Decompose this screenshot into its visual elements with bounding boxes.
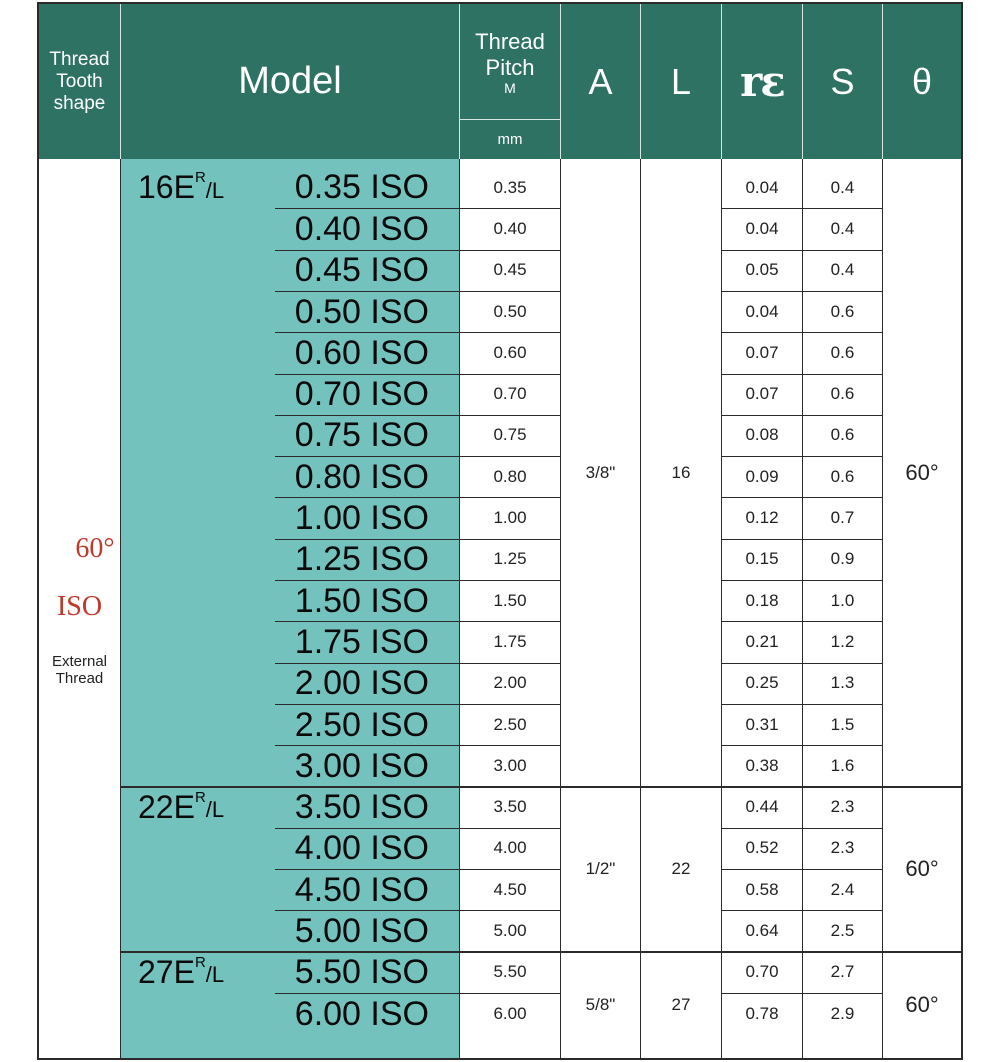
s-cell: 0.6 [830, 384, 855, 404]
pitch-cell: 1.25 [493, 549, 527, 569]
header-unit: mm [497, 131, 523, 148]
pitch-cell: 5.00 [493, 921, 527, 941]
pitch-cell: 1.00 [493, 508, 527, 528]
corner-radius-cell: 0.04 [745, 218, 779, 238]
s-cell: 2.7 [830, 962, 855, 982]
l-cell: 27 [671, 994, 691, 1014]
model-cell: 0.60 ISO [275, 332, 459, 373]
corner-radius-cell: 0.58 [745, 879, 779, 899]
model-cell: 1.00 ISO [275, 497, 459, 538]
model-cell: 5.50 ISO [294, 952, 429, 991]
header-s: S [830, 60, 855, 102]
corner-radius-cell: 0.70 [745, 962, 779, 982]
pitch-cell: 0.70 [493, 384, 527, 404]
model-family-suffix: /L [205, 177, 225, 203]
s-cell: 0.4 [830, 177, 855, 197]
s-cell: 0.9 [830, 549, 855, 569]
model-family-name: 16E [138, 169, 195, 206]
model-cell: 2.50 ISO [275, 704, 459, 745]
pitch-cell: 0.50 [493, 301, 527, 321]
corner-radius-cell: 0.15 [745, 549, 779, 569]
s-cell: 0.4 [830, 218, 855, 238]
s-cell: 1.3 [830, 673, 855, 693]
model-cell: 3.00 ISO [275, 745, 459, 786]
header-theta: θ [911, 60, 933, 102]
pitch-cell: 0.35 [493, 177, 527, 197]
s-cell: 0.4 [830, 260, 855, 280]
pitch-cell: 4.50 [493, 879, 527, 899]
s-cell: 0.6 [830, 466, 855, 486]
header-thread-pitch-label: Thread Pitch [475, 29, 545, 80]
model-family-name: 27E [138, 953, 195, 990]
model-cell: 0.70 ISO [275, 374, 459, 415]
pitch-cell: 1.75 [493, 631, 527, 651]
s-cell: 2.4 [830, 879, 855, 899]
model-cell: 1.25 ISO [275, 539, 459, 580]
model-cell: 2.00 ISO [275, 663, 459, 704]
a-cell: 5/8" [585, 994, 616, 1014]
corner-radius-cell: 0.09 [745, 466, 779, 486]
theta-cell: 60° [905, 459, 939, 485]
shape-standard: ISO [56, 591, 103, 622]
model-cell: 0.50 ISO [275, 291, 459, 332]
s-cell: 1.5 [830, 714, 855, 734]
s-cell: 0.6 [830, 342, 855, 362]
table-frame [37, 2, 963, 1060]
s-cell: 2.3 [830, 838, 855, 858]
corner-radius-cell: 0.07 [745, 342, 779, 362]
corner-radius-cell: 0.18 [745, 590, 779, 610]
model-cell: 0.80 ISO [275, 456, 459, 497]
model-cell: 0.45 ISO [275, 250, 459, 291]
model-cell: 3.50 ISO [294, 787, 429, 826]
model-cell: 4.00 ISO [275, 828, 459, 869]
corner-radius-cell: 0.07 [745, 384, 779, 404]
a-cell: 1/2" [585, 859, 616, 879]
s-cell: 1.0 [830, 590, 855, 610]
shape-type: External Thread [51, 653, 108, 687]
model-cell: 0.35 ISO [294, 168, 429, 207]
pitch-cell: 1.50 [493, 590, 527, 610]
model-cell: 5.00 ISO [275, 910, 459, 951]
model-family-hand: R [194, 788, 206, 806]
corner-radius-cell: 0.38 [745, 755, 779, 775]
model-cell: 6.00 ISO [275, 993, 459, 1034]
model-family-hand: R [194, 169, 206, 187]
pitch-cell: 0.75 [493, 425, 527, 445]
header-thread-pitch-symbol: M [504, 80, 516, 96]
pitch-cell: 0.60 [493, 342, 527, 362]
pitch-cell: 0.80 [493, 466, 527, 486]
corner-radius-cell: 0.64 [745, 921, 779, 941]
theta-cell: 60° [905, 991, 939, 1017]
l-cell: 22 [671, 859, 691, 879]
s-cell: 0.6 [830, 301, 855, 321]
theta-cell: 60° [905, 856, 939, 882]
shape-angle: 60° [75, 533, 115, 564]
header-model: Model [238, 60, 342, 102]
pitch-cell: 3.00 [493, 755, 527, 775]
corner-radius-cell: 0.25 [745, 673, 779, 693]
s-cell: 1.6 [830, 755, 855, 775]
model-family-suffix: /L [205, 962, 225, 988]
model-cell: 0.75 ISO [275, 415, 459, 456]
pitch-cell: 6.00 [493, 1003, 527, 1023]
pitch-cell: 5.50 [493, 962, 527, 982]
corner-radius-cell: 0.78 [745, 1003, 779, 1023]
header-corner-radius: rε [740, 57, 784, 106]
corner-radius-cell: 0.31 [745, 714, 779, 734]
pitch-cell: 3.50 [493, 797, 527, 817]
s-cell: 0.7 [830, 508, 855, 528]
model-cell: 1.50 ISO [275, 580, 459, 621]
model-family-suffix: /L [205, 797, 225, 823]
header-a: A [588, 60, 613, 102]
corner-radius-cell: 0.12 [745, 508, 779, 528]
model-family-name: 22E [138, 788, 195, 825]
model-cell: 1.75 ISO [275, 621, 459, 662]
corner-radius-cell: 0.08 [745, 425, 779, 445]
pitch-cell: 0.45 [493, 260, 527, 280]
corner-radius-cell: 0.52 [745, 838, 779, 858]
l-cell: 16 [671, 462, 691, 482]
pitch-cell: 2.00 [493, 673, 527, 693]
corner-radius-cell: 0.21 [745, 631, 779, 651]
s-cell: 1.2 [830, 631, 855, 651]
header-l: L [670, 60, 692, 102]
s-cell: 2.3 [830, 797, 855, 817]
s-cell: 0.6 [830, 425, 855, 445]
corner-radius-cell: 0.05 [745, 260, 779, 280]
a-cell: 3/8" [585, 462, 616, 482]
pitch-cell: 4.00 [493, 838, 527, 858]
pitch-cell: 0.40 [493, 218, 527, 238]
pitch-cell: 2.50 [493, 714, 527, 734]
model-family-hand: R [194, 953, 206, 971]
model-cell: 4.50 ISO [275, 869, 459, 910]
s-cell: 2.9 [830, 1003, 855, 1023]
corner-radius-cell: 0.44 [745, 797, 779, 817]
header-thread-tooth-shape: Thread Tooth shape [49, 48, 110, 114]
model-cell: 0.40 ISO [275, 208, 459, 249]
s-cell: 2.5 [830, 921, 855, 941]
corner-radius-cell: 0.04 [745, 301, 779, 321]
corner-radius-cell: 0.04 [745, 177, 779, 197]
